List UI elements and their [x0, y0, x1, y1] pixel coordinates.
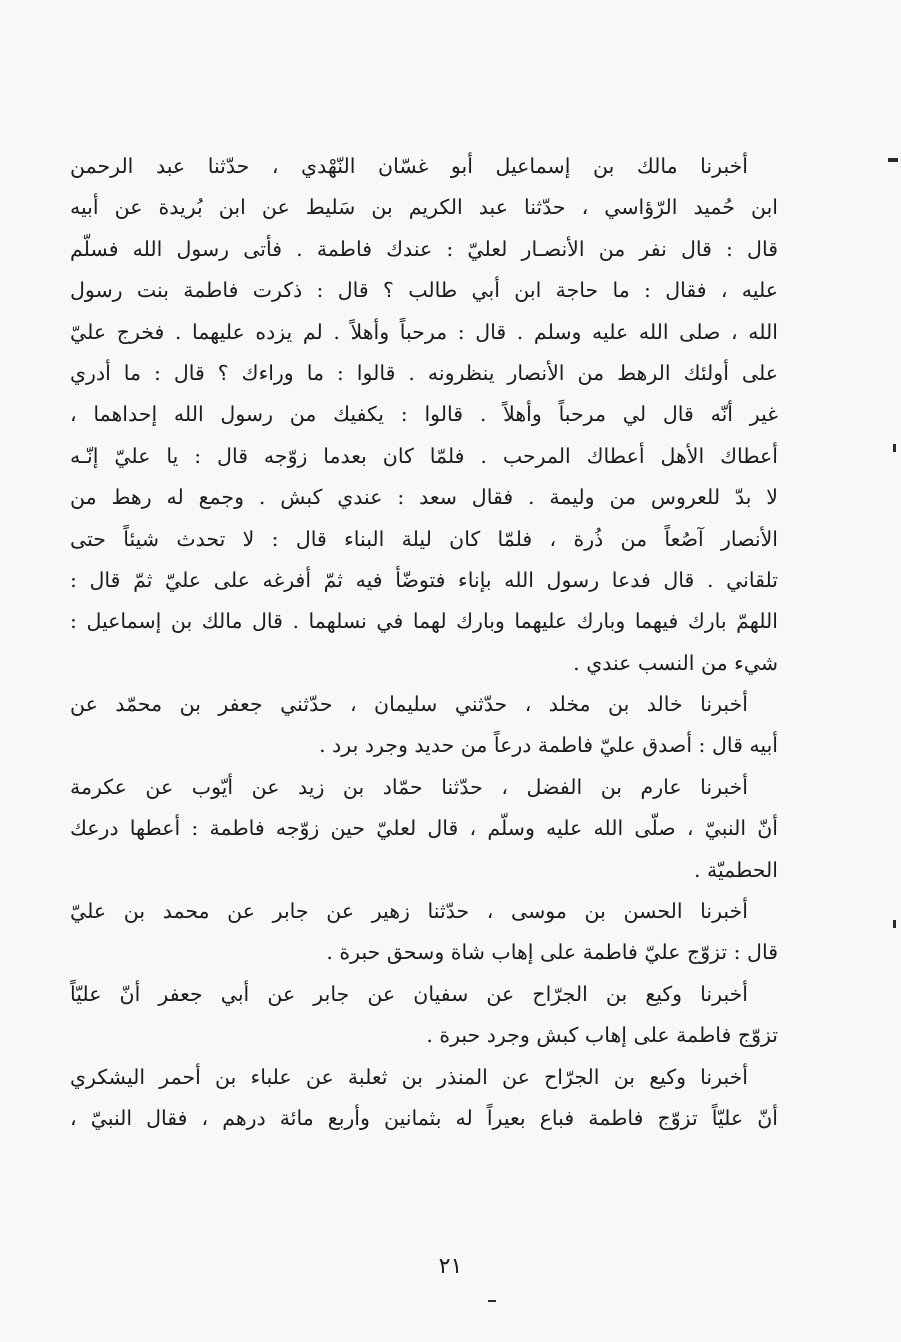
text-line: أعطاك الأهل أعطاك المرحب . فلمّا كان بعدما زوّجه قال : يا عليّ إنّـه: [70, 443, 778, 468]
text-line: اللهمّ بارك فيهما وبارك عليهما وبارك لهما في نسلهما . قال مالك بن إسماعيل :: [70, 609, 778, 634]
text-line: لا بدّ للعروس من وليمة . فقال سعد : عندي كبش . وجمع له رهط من: [70, 485, 778, 510]
text-line: أنّ عليّاً تزوّج فاطمة فباع بعيراً له بثمانين وأربع مائة درهم ، فقال النبيّ ،: [70, 1105, 778, 1130]
text-line: على أولئك الرهط من الأنصار ينظرونه . قالوا : ما وراءك ؟ قال : ما أدري: [70, 360, 778, 385]
text-line: قال : قال نفر من الأنصـار لعليّ : عندك فاطمة . فأتى رسول الله فسلّم: [70, 236, 778, 261]
text-line: تلقاني . قال فدعا رسول الله بإناء فتوضّأ فيه ثمّ أفرغه على عليّ ثمّ قال :: [70, 567, 778, 592]
scan-mark: [893, 920, 896, 928]
text-line: غير أنّه قال لي مرحباً وأهلاً . قالوا : يكفيك من رسول الله إحداهما ،: [70, 402, 778, 427]
text-line: الأنصار آصُعاً من ذُرة ، فلمّا كان ليلة البناء قال : لا تحدث شيئاً حتى: [70, 526, 778, 551]
page-number: ٢١: [438, 1254, 463, 1279]
text-line: تزوّج فاطمة على إهاب كبش وجرد حبرة .: [426, 1023, 778, 1048]
text-line: أبيه قال : أصدق عليّ فاطمة درعاً من حديد وجرد برد .: [319, 733, 778, 758]
text-line: شيء من النسب عندي .: [573, 650, 778, 675]
text-line: عليه ، فقال : ما حاجة ابن أبي طالب ؟ قال : ذكرت فاطمة بنت رسول: [70, 278, 778, 303]
text-line: أخبرنا عارم بن الفضل ، حدّثنا حمّاد بن زيد عن أيّوب عن عكرمة: [70, 774, 748, 799]
text-line: أخبرنا وكيع بن الجرّاح عن سفيان عن جابر عن أبي جعفر أنّ عليّاً: [70, 981, 748, 1006]
text-line: ابن حُميد الرّؤاسي ، حدّثنا عبد الكريم بن سَليط عن ابن بُريدة عن أبيه: [70, 195, 778, 220]
scan-mark: [893, 444, 896, 452]
body-text: [70, 146, 778, 1139]
text-line: قال : تزوّج عليّ فاطمة على إهاب شاة وسحق حبرة .: [326, 940, 778, 965]
scan-mark: [888, 158, 898, 162]
text-line: الحطميّة .: [693, 857, 778, 882]
scan-mark: [488, 1300, 496, 1302]
text-line: أخبرنا وكيع بن الجرّاح عن المنذر بن ثعلبة عن علباء بن أحمر اليشكري: [70, 1064, 748, 1089]
text-line: أخبرنا مالك بن إسماعيل أبو غسّان النّهْدي ، حدّثنا عبد الرحمن: [70, 154, 748, 178]
text-line: الله ، صلى الله عليه وسلم . قال : مرحباً وأهلاً . لم يزده عليهما . فخرج عليّ: [70, 319, 778, 344]
text-line: أنّ النبيّ ، صلّى الله عليه وسلّم ، قال لعليّ حين زوّجه فاطمة : أعطها درعك: [70, 816, 778, 841]
text-line: أخبرنا خالد بن مخلد ، حدّثني سليمان ، حدّثني جعفر بن محمّد عن: [70, 692, 748, 717]
text-line: أخبرنا الحسن بن موسى ، حدّثنا زهير عن جابر عن محمد بن عليّ: [70, 899, 748, 924]
